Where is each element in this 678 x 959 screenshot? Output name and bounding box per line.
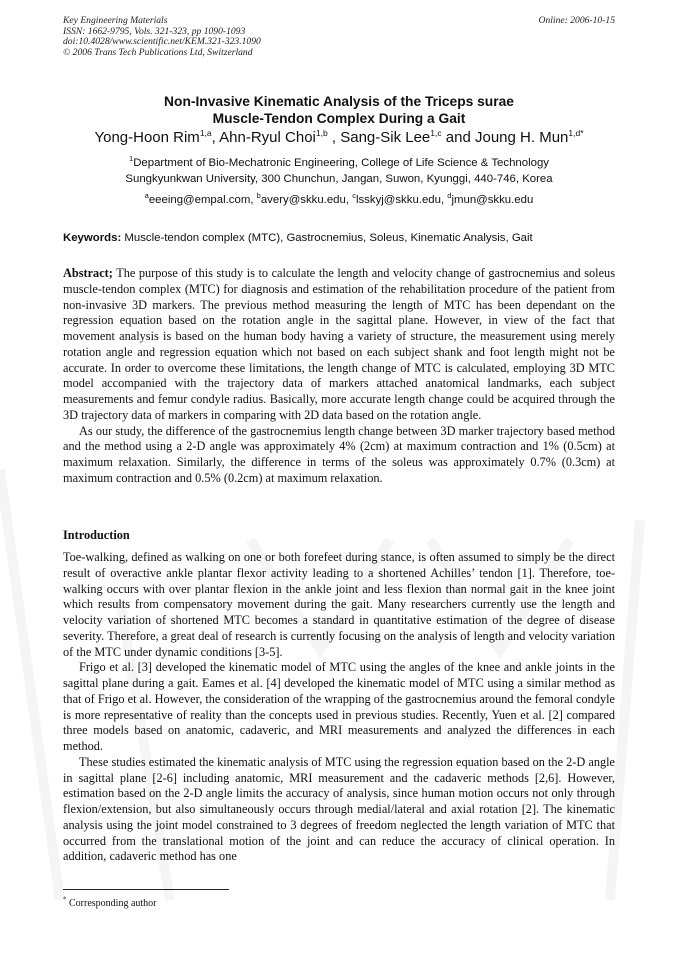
email-link[interactable]: lsskyj@skku.edu — [355, 194, 441, 206]
author-sup: 1,a — [199, 128, 212, 138]
intro-paragraph-2: Frigo et al. [3] developed the kinematic model of MTC using the angles of the knee and ankle joints in the sagittal plane during a gait. Eames et al. [4] developed the kinematic model of MTC using a similar method as that of Frigo et al. However, the consideration of the wrapping of the gastrocnemius around the femoral condyle is more representative of reality than the concepts used in previous studies. Recently, Yuen et al. [2] compared three models based on anatomic, cadaveric, and MRI measurements and analyzed the differences in each method. — [63, 660, 615, 753]
footnote-rule — [63, 889, 229, 890]
email-sup: d — [447, 191, 452, 201]
footnote-text: Corresponding author — [66, 898, 157, 909]
author-name: Ahn-Ryul Choi — [219, 129, 316, 146]
affiliation-line-2: Sungkyunkwan University, 300 Chunchun, Jangan, Suwon, Kyunggi, 440-746, Korea — [125, 172, 553, 185]
author-sep: and — [441, 129, 475, 146]
intro-paragraph-1: Toe-walking, defined as walking on one or both forefeet during stance, is often assumed to simply be the direct result of overactive ankle plantar flexor activity leading to a shortened Achilles’ tendon [1]. Therefore, toe-walking occurs with over plantar flexion in the ankle joint and less flexion than normal gait in the knee joint which results from compensatory movement during the gait. Many researchers currently use the length and velocity variation of shortened MTC becomes a standard in quantitative estimation of the degree of disease severity. Therefore, a great deal of research is currently focusing on the analysis of length and velocity variation of the MTC under dynamic conditions [3-5]. — [63, 550, 615, 659]
journal-name: Key Engineering Materials — [63, 15, 168, 26]
title-line-1: Non-Invasive Kinematic Analysis of the Triceps surae — [164, 94, 514, 109]
abstract-paragraph-2: As our study, the difference of the gastrocnemius length change between 3D marker trajectory based method and the method using a 2-D angle was approximately 4% (2cm) at maximum contraction and 1% (0.5cm) at maximum relaxation. Similarly, the difference in terms of the soleus was approximately 0.7% (0.3cm) at maximum contraction and 0.5% (0.2cm) at maximum relaxation. — [63, 423, 615, 485]
author-sep: , — [327, 129, 341, 146]
keywords-label: Keywords: — [63, 232, 122, 244]
email-list: $^a$eeeing@empal.com, $^b$avery@skku.edu, $^c$lsskyj@skku.edu, $^d$jmun@skku.edu — [144, 191, 534, 206]
affiliation — [63, 156, 615, 187]
journal-doi: doi:10.4028/www.scientific.net/KEM.321-323.1090 — [63, 36, 261, 48]
email-sup: a — [144, 191, 149, 201]
footnote — [63, 895, 157, 909]
author-sep: , — [211, 129, 220, 146]
abstract-paragraph-1 — [63, 266, 615, 424]
author-name: Sang-Sik Lee — [340, 129, 431, 146]
author-name: Yong-Hoon Rim — [94, 129, 200, 146]
affiliation-sup: 1 — [129, 154, 134, 164]
title-line-2: Muscle-Tendon Complex During a Gait — [212, 111, 466, 126]
email-link[interactable]: avery@skku.edu — [260, 194, 346, 206]
footnote-mark: * — [63, 895, 67, 904]
author-name: Joung H. Mun — [475, 129, 569, 146]
email-sup: b — [256, 191, 261, 201]
intro-paragraph-3: These studies estimated the kinematic analysis of MTC using the regression equation based on the 2-D angle in sagittal plane [2-6] including anatomic, MRI measurement and the cadaveric methods [2,6]. However, estimation based on the 2-D angle limits the accuracy of analysis, since human motion occurs not only through flexion/extension, but also simultaneously occurs through medial/lateral and axial rotation [2]. The kinematic analysis using the joint model constrained to 3 degrees of freedom neglected the length variation of MTC that occurred from the translational motion of the joint and can reduce the accuracy of clinical operation. In addition, cadaveric method has one — [63, 754, 615, 864]
journal-copyright: © 2006 Trans Tech Publications Ltd, Switzerland — [63, 46, 253, 58]
introduction-heading: Introduction — [63, 528, 130, 542]
abstract-section — [63, 266, 615, 487]
keywords — [63, 231, 623, 246]
author-sup: 1,c — [430, 128, 442, 138]
introduction-section — [63, 550, 615, 865]
author-sup: 1,b — [315, 128, 328, 138]
journal-header — [63, 16, 615, 58]
abstract-label: Abstract; — [63, 266, 113, 280]
email-link[interactable]: eeeing@empal.com — [148, 194, 251, 206]
journal-issn: ISSN: 1662-9795, Vols. 321-323, pp 1090-1093 — [63, 25, 246, 37]
paper-title — [63, 93, 615, 127]
email-sup: c — [352, 191, 356, 201]
affiliation-line-1: Department of Bio-Mechatronic Engineering, College of Life Science & Technology — [133, 157, 549, 169]
author-sup: 1,d* — [568, 128, 584, 138]
abstract-text-1: The purpose of this study is to calculate the length and velocity change of gastrocnemius and soleus muscle-tendon complex (MTC) for diagnosis and estimation of the rehabilitation procedure of the patient from non-invasive 3D markers. The previous method measuring the length of MTC has been dependant on the regression equation based on the rotation angle in the sagittal plane. However, in view of the fact that movement analysis is based on the human body having a variety of structure, the measurement using merely rotation angle and regression equation which not based on each subject shank and foot length might not be accurate. In order to overcome these limitations, the length change of MTC is calculated, employing 3D MTC model accompanied with the trajectory data of markers attached anatomical landmarks, each subject measurements and femur condyle radius. Basically, more accurate length change could be acquired through the 3D trajectory data of markers in comparing with 2D data based on the rotation angle. — [63, 266, 615, 422]
keywords-text: Muscle-tendon complex (MTC), Gastrocnemius, Soleus, Kinematic Analysis, Gait — [121, 232, 533, 244]
email-link[interactable]: jmun@skku.edu — [451, 194, 534, 206]
online-date: Online: 2006-10-15 — [538, 15, 615, 26]
author-list — [63, 129, 615, 147]
